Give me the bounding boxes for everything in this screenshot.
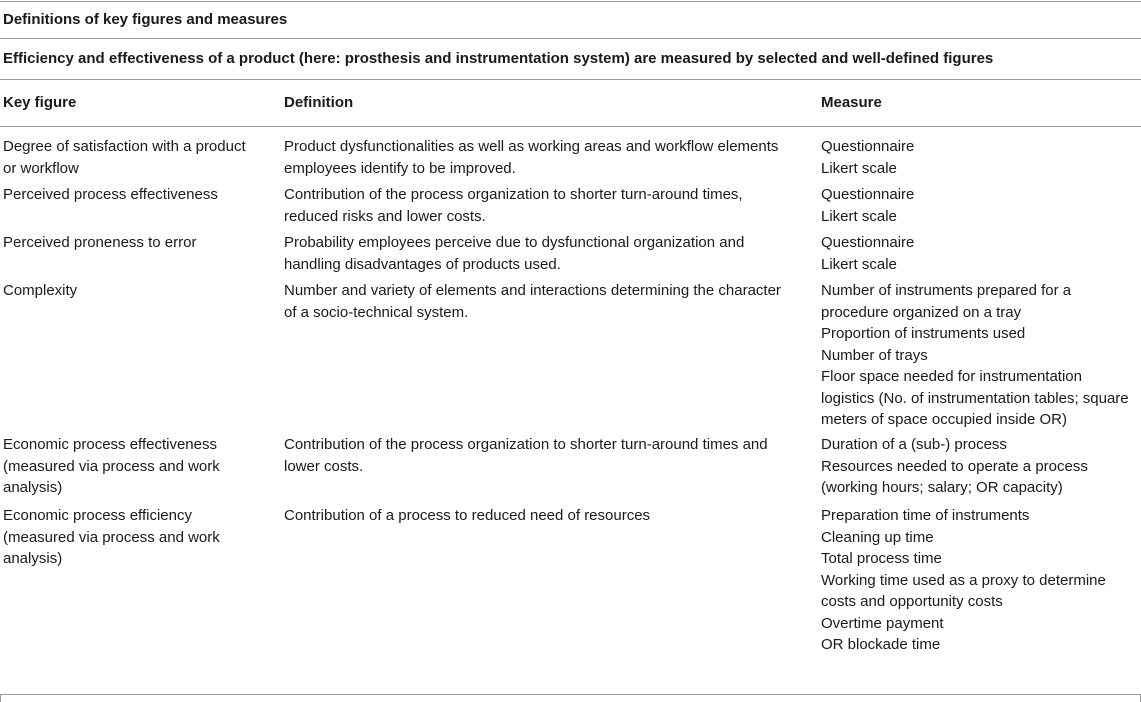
cell-text-line: costs and opportunity costs xyxy=(821,593,1003,610)
cell-text-line: OR blockade time xyxy=(821,636,941,653)
cell-text-line: Complexity xyxy=(3,282,78,299)
cell-text-line: Contribution of the process organization to shorter turn-around times and xyxy=(284,436,768,453)
measure-cell xyxy=(821,280,1139,431)
measure-cell xyxy=(821,184,1139,227)
cell-text-line: Questionnaire xyxy=(821,234,915,251)
cell-text-line: Floor space needed for instrumentation xyxy=(821,368,1082,385)
cell-text-line: Overtime payment xyxy=(821,614,944,632)
table-top-rule xyxy=(0,1,1141,2)
cell-text-line: Number and variety of elements and interactions determining the character xyxy=(284,282,781,299)
cell-text-line: or workflow xyxy=(3,159,79,177)
cell-text-line: (measured via process and work xyxy=(3,528,220,546)
table-bottom-rule xyxy=(0,694,1141,695)
key-figure-cell xyxy=(3,136,265,179)
cell-text-line: Duration of a (sub-) process xyxy=(821,436,1007,453)
cell-text-line: Contribution of a process to reduced need of resources xyxy=(284,507,651,524)
cell-text-line: reduced risks and lower costs. xyxy=(284,207,486,225)
cell-text-line: Economic process efficiency xyxy=(3,507,192,524)
table-caption: Definitions of key figures and measures xyxy=(3,11,288,28)
cell-text-line: Number of instruments prepared for a xyxy=(821,282,1072,299)
cell-text-line: Proportion of instruments used xyxy=(821,325,1026,342)
definition-cell xyxy=(284,505,804,527)
cell-text-line: Product dysfunctionalities as well as working areas and workflow elements xyxy=(284,138,779,155)
cell-text-line: Degree of satisfaction with a product xyxy=(3,138,246,155)
cell-text-line: analysis) xyxy=(3,550,63,567)
key-figure-cell xyxy=(3,280,265,302)
cell-text-line: Number of trays xyxy=(821,346,928,364)
definition-cell xyxy=(284,232,804,275)
cell-text-line: Perceived proneness to error xyxy=(3,234,197,251)
key-figure-cell xyxy=(3,232,265,254)
cell-text-line: meters of space occupied inside OR) xyxy=(821,411,1067,428)
cell-text-line: Cleaning up time xyxy=(821,528,934,546)
caption-divider xyxy=(0,38,1141,39)
cell-text-line: employees identify to be improved. xyxy=(284,159,516,177)
cell-text-line: (working hours; salary; OR capacity) xyxy=(821,479,1063,496)
cell-text-line: Likert scale xyxy=(821,207,897,225)
cell-text-line: Resources needed to operate a process xyxy=(821,457,1088,475)
header-definition: Definition xyxy=(284,94,354,111)
table-left-edge xyxy=(0,694,1,702)
cell-text-line: procedure organized on a tray xyxy=(821,303,1022,321)
header-measure: Measure xyxy=(821,94,882,111)
subcaption-divider xyxy=(0,79,1141,80)
header-key-figure: Key figure xyxy=(3,94,77,111)
cell-text-line: Total process time xyxy=(821,550,942,567)
cell-text-line: Likert scale xyxy=(821,159,897,177)
cell-text-line: logistics (No. of instrumentation tables; square xyxy=(821,389,1129,407)
key-figure-cell xyxy=(3,184,265,206)
definition-cell xyxy=(284,184,804,227)
cell-text-line: analysis) xyxy=(3,479,63,496)
definition-cell xyxy=(284,136,804,179)
cell-text-line: lower costs. xyxy=(284,457,364,475)
cell-text-line: Likert scale xyxy=(821,255,897,273)
cell-text-line: Perceived process effectiveness xyxy=(3,186,218,203)
measure-cell xyxy=(821,136,1139,179)
key-figure-cell xyxy=(3,434,265,499)
cell-text-line: handling disadvantages of products used. xyxy=(284,255,561,273)
key-figure-cell xyxy=(3,505,265,570)
cell-text-line: Questionnaire xyxy=(821,186,915,203)
measure-cell xyxy=(821,505,1139,656)
cell-text-line: Probability employees perceive due to dysfunctional organization and xyxy=(284,234,745,251)
cell-text-line: Questionnaire xyxy=(821,138,915,155)
cell-text-line: (measured via process and work xyxy=(3,457,220,475)
definition-cell xyxy=(284,280,804,323)
cell-text-line: Working time used as a proxy to determine xyxy=(821,571,1106,589)
cell-text-line: Economic process effectiveness xyxy=(3,436,217,453)
header-divider xyxy=(0,126,1141,127)
table-subcaption: Efficiency and effectiveness of a product (here: prosthesis and instrumentation system) are measured by selected and well-defined figures xyxy=(3,50,994,67)
measure-cell xyxy=(821,434,1139,499)
measure-cell xyxy=(821,232,1139,275)
cell-text-line: of a socio-technical system. xyxy=(284,303,469,321)
cell-text-line: Preparation time of instruments xyxy=(821,507,1030,524)
cell-text-line: Contribution of the process organization to shorter turn-around times, xyxy=(284,186,743,203)
definition-cell xyxy=(284,434,804,477)
